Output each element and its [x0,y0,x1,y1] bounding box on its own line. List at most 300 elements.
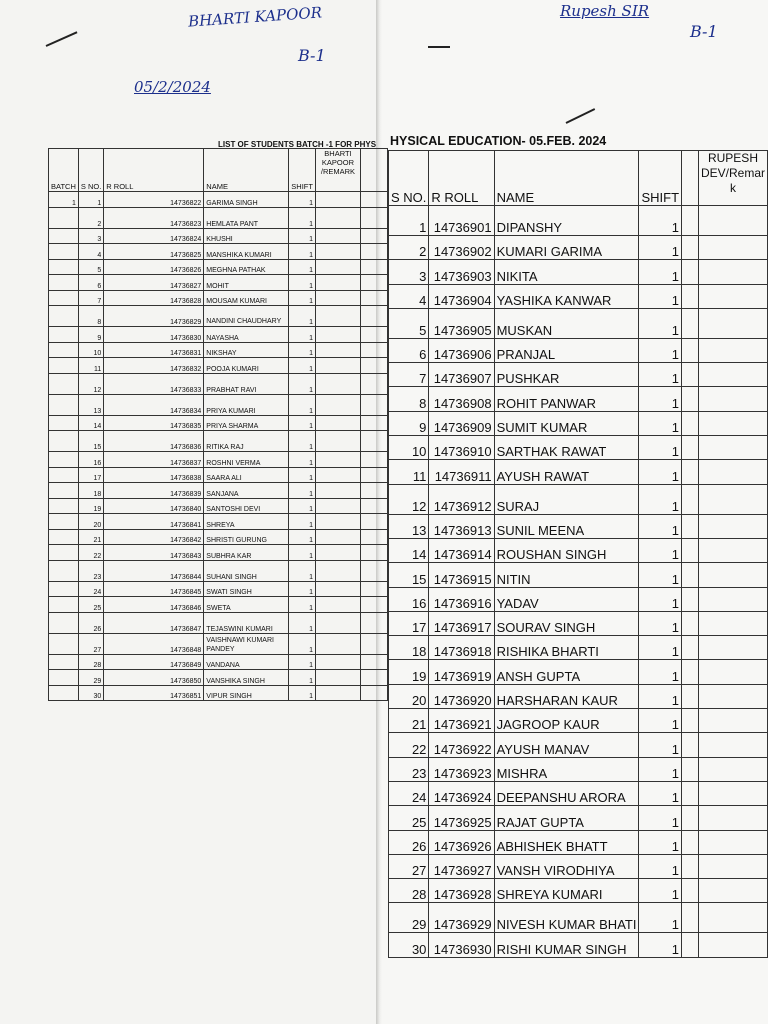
cell-shift: 1 [289,306,316,327]
table-row [49,529,388,545]
cell-roll: 14736916 [429,587,494,611]
cell-shift: 1 [639,660,682,684]
cell-sno: 11 [389,460,429,484]
cell-remark [698,308,767,338]
cell-remark [315,560,360,581]
cell-remark [315,373,360,394]
cell-shift: 1 [639,709,682,733]
table-header-row [49,149,388,192]
cell-roll: 14736832 [104,358,204,374]
cell-shift: 1 [289,633,316,654]
cell-blank [360,290,387,306]
cell-roll: 14736905 [429,308,494,338]
cell-name: POOJA KUMARI [204,358,289,374]
cell-sno: 6 [78,275,103,291]
cell-roll: 14736839 [104,483,204,499]
cell-blank [360,358,387,374]
cell-blank [360,654,387,670]
cell-blank [682,903,699,933]
cell-blank [682,733,699,757]
cell-sno: 12 [78,373,103,394]
cell-sno: 23 [389,757,429,781]
cell-blank [360,514,387,530]
cell-shift: 1 [289,373,316,394]
cell-roll: 14736926 [429,830,494,854]
cell-roll: 14736902 [429,236,494,260]
cell-shift: 1 [639,436,682,460]
table-row [49,244,388,260]
cell-shift: 1 [639,514,682,538]
cell-sno: 14 [389,538,429,562]
cell-roll: 14736851 [104,685,204,701]
cell-batch [49,529,79,545]
handwritten-date: 05/2/2024 [134,78,211,96]
cell-remark [315,467,360,483]
table-row [389,363,768,387]
cell-shift: 1 [639,733,682,757]
cell-shift: 1 [289,685,316,701]
cell-shift: 1 [289,290,316,306]
cell-blank [682,514,699,538]
cell-name: NANDINI CHAUDHARY [204,306,289,327]
cell-name: NIKSHAY [204,342,289,358]
table-row [389,484,768,514]
cell-batch [49,612,79,633]
cell-roll: 14736908 [429,387,494,411]
cell-name: SUNIL MEENA [494,514,639,538]
cell-name: VIPUR SINGH [204,685,289,701]
cell-roll: 14736901 [429,206,494,236]
cell-blank [682,879,699,903]
cell-roll: 14736833 [104,373,204,394]
handwritten-teacher-name-left: BHARTI KAPOOR [187,3,323,31]
cell-shift: 1 [639,460,682,484]
cell-blank [360,342,387,358]
cell-shift: 1 [289,597,316,613]
cell-remark [315,670,360,686]
cell-batch [49,560,79,581]
table-row [389,781,768,805]
cell-sno: 1 [78,192,103,208]
table-row [389,538,768,562]
cell-sno: 1 [389,206,429,236]
cell-sno: 4 [78,244,103,260]
cell-shift: 1 [639,587,682,611]
table-row [49,633,388,654]
table-row [49,597,388,613]
cell-blank [360,259,387,275]
cell-remark [698,338,767,362]
handwritten-batch-left: B-1 [298,46,326,65]
cell-batch [49,259,79,275]
cell-name: PRIYA SHARMA [204,415,289,431]
cell-sno: 10 [78,342,103,358]
table-row [389,806,768,830]
cell-shift: 1 [639,338,682,362]
cell-remark [698,284,767,308]
table-row [49,654,388,670]
cell-batch [49,373,79,394]
cell-name: HEMLATA PANT [204,207,289,228]
cell-roll: 14736842 [104,529,204,545]
cell-sno: 15 [78,431,103,452]
cell-sno: 14 [78,415,103,431]
cell-remark [698,587,767,611]
cell-blank [360,581,387,597]
cell-remark [698,514,767,538]
cell-name: SUBHRA KAR [204,545,289,561]
cell-sno: 2 [389,236,429,260]
cell-batch [49,290,79,306]
cell-name: ROSHNI VERMA [204,452,289,468]
table-row [49,290,388,306]
cell-roll: 14736911 [429,460,494,484]
cell-roll: 14736906 [429,338,494,362]
cell-blank [682,854,699,878]
cell-batch [49,498,79,514]
table-row [49,228,388,244]
cell-shift: 1 [289,192,316,208]
cell-shift: 1 [289,394,316,415]
cell-roll: 14736910 [429,436,494,460]
pen-stroke [428,46,450,48]
table-row [49,327,388,343]
table-row [49,560,388,581]
cell-blank [682,538,699,562]
cell-name: NIVESH KUMAR BHATI [494,903,639,933]
table-row [389,709,768,733]
cell-sno: 7 [78,290,103,306]
cell-blank [682,933,699,957]
table-row [49,514,388,530]
cell-roll: 14736827 [104,275,204,291]
cell-name: SOURAV SINGH [494,611,639,635]
cell-shift: 1 [639,757,682,781]
cell-remark [698,709,767,733]
cell-batch [49,654,79,670]
cell-name: ABHISHEK BHATT [494,830,639,854]
cell-remark [315,685,360,701]
table-row [49,192,388,208]
cell-blank [360,597,387,613]
cell-name: ANSH GUPTA [494,660,639,684]
cell-batch: 1 [49,192,79,208]
cell-blank [360,545,387,561]
cell-batch [49,207,79,228]
table-row [49,342,388,358]
cell-blank [682,611,699,635]
cell-sno: 13 [389,514,429,538]
cell-batch [49,358,79,374]
cell-roll: 14736826 [104,259,204,275]
col-remark: BHARTI KAPOOR /REMARK [315,149,360,192]
table-row [389,933,768,957]
cell-remark [315,207,360,228]
cell-batch [49,597,79,613]
cell-remark [698,660,767,684]
cell-shift: 1 [289,228,316,244]
cell-batch [49,670,79,686]
cell-roll: 14736835 [104,415,204,431]
cell-sno: 15 [389,563,429,587]
cell-blank [682,587,699,611]
cell-roll: 14736841 [104,514,204,530]
table-row [389,587,768,611]
col-roll: R ROLL [104,149,204,192]
cell-shift: 1 [289,358,316,374]
table-row [389,757,768,781]
cell-sno: 16 [78,452,103,468]
cell-batch [49,483,79,499]
cell-remark [698,903,767,933]
cell-roll: 14736846 [104,597,204,613]
cell-sno: 25 [389,806,429,830]
cell-remark [698,684,767,708]
cell-name: MOUSAM KUMARI [204,290,289,306]
cell-remark [698,933,767,957]
cell-sno: 24 [389,781,429,805]
cell-roll: 14736837 [104,452,204,468]
cell-batch [49,327,79,343]
cell-name: ROUSHAN SINGH [494,538,639,562]
cell-roll: 14736903 [429,260,494,284]
cell-name: DEEPANSHU ARORA [494,781,639,805]
cell-shift: 1 [639,879,682,903]
cell-sno: 28 [78,654,103,670]
cell-name: YASHIKA KANWAR [494,284,639,308]
cell-remark [698,436,767,460]
cell-name: SANTOSHI DEVI [204,498,289,514]
cell-sno: 18 [389,636,429,660]
cell-sno: 27 [389,854,429,878]
cell-remark [315,342,360,358]
table-row [389,854,768,878]
cell-name: RITIKA RAJ [204,431,289,452]
table-row [389,206,768,236]
cell-blank [360,529,387,545]
cell-sno: 30 [78,685,103,701]
cell-shift: 1 [639,903,682,933]
cell-remark [315,431,360,452]
cell-shift: 1 [639,411,682,435]
cell-name: SUHANI SINGH [204,560,289,581]
cell-shift: 1 [289,415,316,431]
cell-shift: 1 [639,563,682,587]
table-row [49,207,388,228]
cell-shift: 1 [289,207,316,228]
table-row [389,236,768,260]
cell-sno: 6 [389,338,429,362]
cell-name: SANJANA [204,483,289,499]
cell-batch [49,228,79,244]
cell-blank [360,633,387,654]
cell-name: MOHIT [204,275,289,291]
cell-roll: 14736849 [104,654,204,670]
cell-batch [49,431,79,452]
cell-remark [698,538,767,562]
cell-blank [360,192,387,208]
cell-sno: 27 [78,633,103,654]
cell-name: DIPANSHY [494,206,639,236]
cell-roll: 14736924 [429,781,494,805]
cell-roll: 14736919 [429,660,494,684]
cell-sno: 9 [389,411,429,435]
cell-name: RISHIKA BHARTI [494,636,639,660]
cell-blank [360,415,387,431]
cell-shift: 1 [289,670,316,686]
cell-roll: 14736847 [104,612,204,633]
cell-blank [360,452,387,468]
cell-roll: 14736838 [104,467,204,483]
cell-sno: 23 [78,560,103,581]
cell-sno: 24 [78,581,103,597]
cell-blank [360,306,387,327]
cell-shift: 1 [639,611,682,635]
cell-name: TEJASWINI KUMARI [204,612,289,633]
col-shift: SHIFT [289,149,316,192]
cell-blank [682,436,699,460]
cell-sno: 17 [78,467,103,483]
cell-name: RISHI KUMAR SINGH [494,933,639,957]
cell-remark [698,781,767,805]
table-row [49,358,388,374]
table-row [389,284,768,308]
cell-batch [49,452,79,468]
cell-name: AYUSH RAWAT [494,460,639,484]
col-shift: SHIFT [639,151,682,206]
cell-batch [49,545,79,561]
cell-name: SUMIT KUMAR [494,411,639,435]
cell-blank [682,709,699,733]
cell-batch [49,514,79,530]
cell-blank [360,327,387,343]
cell-remark [315,228,360,244]
table-row [49,498,388,514]
cell-blank [682,206,699,236]
cell-blank [360,244,387,260]
cell-batch [49,415,79,431]
cell-sno: 21 [78,529,103,545]
cell-blank [682,684,699,708]
cell-remark [698,806,767,830]
col-roll: R ROLL [429,151,494,206]
cell-blank [360,394,387,415]
table-row [389,684,768,708]
cell-name: SURAJ [494,484,639,514]
cell-name: SWETA [204,597,289,613]
cell-name: VAISHNAWI KUMARI PANDEY [204,633,289,654]
table-row [49,394,388,415]
cell-remark [698,387,767,411]
cell-shift: 1 [289,452,316,468]
cell-shift: 1 [639,830,682,854]
cell-sno: 28 [389,879,429,903]
cell-remark [698,830,767,854]
cell-sno: 5 [78,259,103,275]
cell-sno: 19 [78,498,103,514]
cell-remark [315,358,360,374]
col-batch: BATCH [49,149,79,192]
cell-roll: 14736845 [104,581,204,597]
cell-name: RAJAT GUPTA [494,806,639,830]
cell-remark [698,854,767,878]
cell-remark [698,733,767,757]
cell-name: SHREYA [204,514,289,530]
cell-roll: 14736928 [429,879,494,903]
table-row [389,460,768,484]
left-sheet-title: LIST OF STUDENTS BATCH -1 FOR PHYS [218,140,377,149]
cell-remark [698,636,767,660]
table-row [389,411,768,435]
cell-blank [360,560,387,581]
col-sno: S NO. [78,149,103,192]
cell-name: PRIYA KUMARI [204,394,289,415]
cell-batch [49,394,79,415]
table-row [389,611,768,635]
cell-sno: 18 [78,483,103,499]
cell-roll: 14736922 [429,733,494,757]
table-row [49,306,388,327]
cell-batch [49,633,79,654]
cell-sno: 8 [78,306,103,327]
cell-blank [360,373,387,394]
cell-name: KHUSHI [204,228,289,244]
cell-name: SWATI SINGH [204,581,289,597]
cell-roll: 14736825 [104,244,204,260]
table-row [389,879,768,903]
cell-remark [698,411,767,435]
cell-blank [682,308,699,338]
cell-shift: 1 [639,206,682,236]
cell-shift: 1 [639,484,682,514]
cell-remark [315,275,360,291]
handwritten-batch-right: B-1 [690,22,718,41]
cell-sno: 26 [78,612,103,633]
cell-batch [49,685,79,701]
table-row [389,733,768,757]
cell-remark [315,290,360,306]
col-name: NAME [204,149,289,192]
cell-blank [682,363,699,387]
table-row [49,275,388,291]
cell-shift: 1 [289,327,316,343]
cell-shift: 1 [289,514,316,530]
cell-name: KUMARI GARIMA [494,236,639,260]
cell-shift: 1 [289,467,316,483]
cell-shift: 1 [289,612,316,633]
cell-remark [315,514,360,530]
cell-roll: 14736918 [429,636,494,660]
cell-sno: 16 [389,587,429,611]
cell-shift: 1 [289,529,316,545]
cell-remark [315,633,360,654]
cell-remark [315,452,360,468]
table-row [389,436,768,460]
cell-shift: 1 [639,538,682,562]
cell-blank [682,660,699,684]
cell-blank [360,612,387,633]
table-row [389,660,768,684]
cell-sno: 8 [389,387,429,411]
cell-shift: 1 [639,363,682,387]
cell-remark [315,306,360,327]
cell-sno: 2 [78,207,103,228]
cell-roll: 14736844 [104,560,204,581]
cell-shift: 1 [639,236,682,260]
right-sheet-title: HYSICAL EDUCATION- 05.FEB. 2024 [390,134,607,148]
cell-roll: 14736836 [104,431,204,452]
cell-sno: 9 [78,327,103,343]
